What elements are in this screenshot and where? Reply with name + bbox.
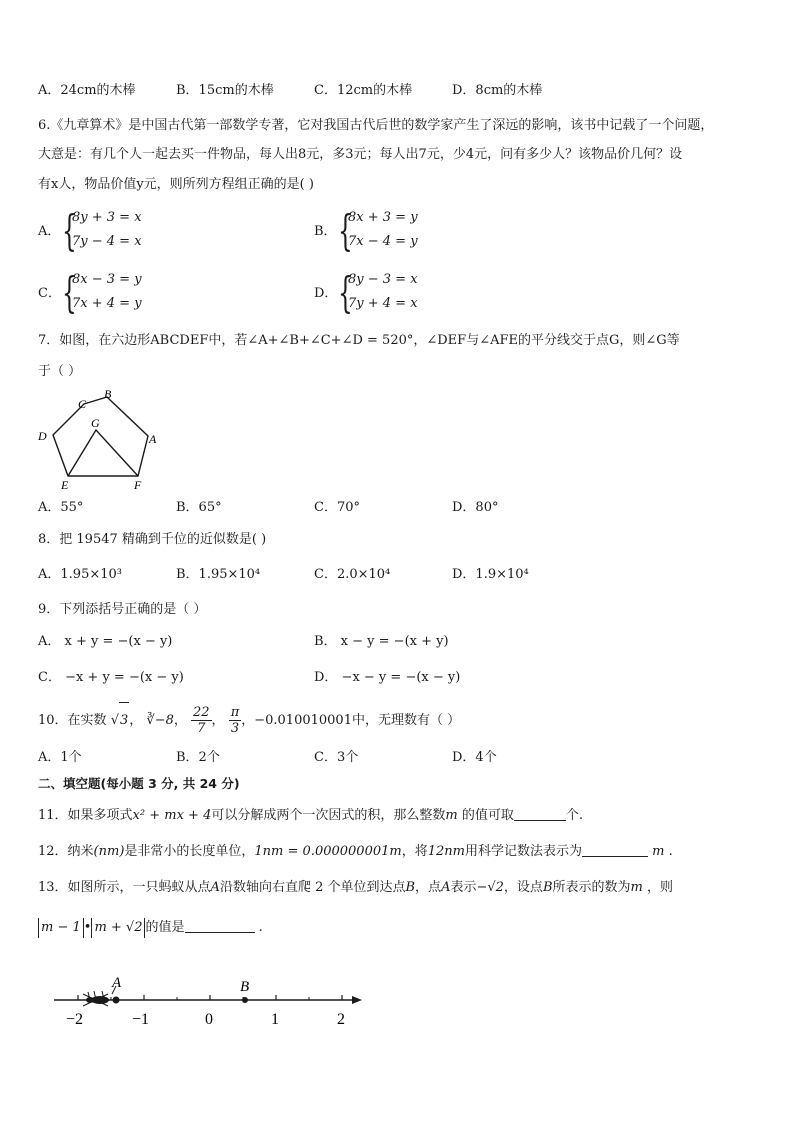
q6-stem-line2: 大意是：有几个人一起去买一件物品，每人出8元，多3元；每人出7元，少4元，问有多少人？该物品价几何？设 [38,147,683,162]
q7-option-b: B．65° [176,500,222,515]
q6-option-c-label: C． [38,286,61,301]
axis-label-2: 2 [337,1011,345,1028]
q10-option-b: B．2个 [176,750,220,765]
q6-d-eq1: 8y − 3 = x [348,272,418,287]
q13-neg-sqrt2: −√2 [476,880,504,895]
label-D: D [38,429,47,443]
q10-option-c: C．3个 [314,750,359,765]
q10-suffix: ，−0.010010001中，无理数有（ ） [241,713,461,728]
q7-hexagon-figure [34,386,169,494]
q13-stem-line1: 13．如图所示，一只蚂蚁从点A沿数轴向右直爬 2 个单位到达点B，点A表示−√2，设点B所表示的数为m ，则 [38,880,673,895]
q6-stem-line1: 6.《九章算术》是中国古代第一部数学专著，它对我国古代后世的数学家产生了深远的影响，该书中记载了一个问题， [38,118,714,133]
q6-b-eq1: 8x + 3 = y [348,210,418,225]
label-A: A [149,432,157,446]
q12-answer-blank [582,842,648,857]
q6-c-eq1: 8x − 3 = y [72,272,142,287]
label-F: F [134,478,142,492]
axis-label-0: 0 [205,1011,213,1028]
q5-option-c: C．12cm的木棒 [314,83,413,98]
label-point-A: A [112,975,122,991]
q9-option-b: B． x − y = −(x + y) [314,634,449,649]
label-G: G [91,416,100,430]
q8-option-c: C．2.0×10⁴ [314,567,391,582]
q12-equation: 1nm = 0.000000001m [254,844,402,859]
q10-prefix: 10．在实数 [38,713,107,728]
q11-polynomial: x² + mx + 4 [132,808,212,823]
q9-option-a: A． x + y = −(x − y) [38,634,173,649]
q10-option-a: A．1个 [38,750,82,765]
q5-option-a: A．24cm的木棒 [38,83,136,98]
q10-fraction-22-7: $\frac{22}{7}$ [193,705,210,736]
q6-a-eq2: 7y − 4 = x [72,234,142,249]
q12-stem: 12．纳米(nm)是非常小的长度单位，1nm = 0.000000001m，将12nm用科学记数法表示为 m . [38,844,673,859]
q13-abs-m-minus-1: m − 1 [38,918,84,938]
q9-stem: 9．下列添括号正确的是（ ） [38,602,207,617]
q7-option-c: C．70° [314,500,360,515]
q8-option-a: A．1.95×10³ [38,567,122,582]
q6-c-eq2: 7x + 4 = y [72,296,142,311]
q7-option-d: D．80° [452,500,499,515]
q8-option-d: D．1.9×10⁴ [452,567,529,582]
q8-stem: 8．把 19547 精确到千位的近似数是( ) [38,532,267,547]
q6-option-d-label: D． [314,286,338,301]
q13-abs-m-plus-sqrt2: m + √2 [91,918,145,938]
q8-option-b: B．1.95×10⁴ [176,567,261,582]
label-point-B: B [240,979,250,995]
q6-d-eq2: 7y + 4 = x [348,296,418,311]
q5-option-d: D．8cm的木棒 [452,83,543,98]
q6-option-b-label: B． [314,224,337,239]
q13-number-line-figure [50,974,370,1030]
q6-a-eq1: 8y + 3 = x [72,210,142,225]
q9-option-d: D． −x − y = −(x − y) [314,670,461,685]
q6-stem-line3: 有x人，物品价值y元，则所列方程组正确的是( ) [38,177,314,192]
point-A [113,997,120,1004]
bisector-lines [68,430,138,476]
q11-answer-blank [514,806,566,821]
section-heading-fill-in: 二、填空题(每小题 3 分, 共 24 分) [38,776,240,791]
q10-sqrt3: √3 [111,713,130,728]
label-C: C [78,397,87,411]
hexagon-outline [53,397,148,476]
q7-stem-line2: 于（ ） [38,364,82,379]
axis-arrow [352,996,362,1004]
axis-label-1: 1 [271,1011,279,1028]
q11-stem: 11．如果多项式x² + mx + 4可以分解成两个一次因式的积，那么整数m 的值可取 个. [38,808,583,823]
q5-option-b: B．15cm的木棒 [176,83,274,98]
point-B [242,997,248,1003]
q10-stem: 10．在实数 √3， ∛−8， $\frac{22}{7}$ ， $\frac{\pi}{3}$ ，−0.010010001中，无理数有（ ） [38,702,460,739]
axis-label-neg2: −2 [66,1011,84,1028]
q7-stem-line1: 7．如图，在六边形ABCDEF中，若∠A+∠B+∠C+∠D = 520°，∠DEF与∠AFE的平分线交于点G，则∠G等 [38,333,680,348]
q10-cbrt: ∛−8 [146,713,174,728]
q13-stem-line2: m − 1 • m + √2 的值是 . [38,918,263,938]
q6-option-a-label: A． [38,224,61,239]
q10-fraction-pi-3: $\frac{\pi}{3}$ [230,705,240,736]
label-E: E [61,478,69,492]
q7-option-a: A．55° [38,500,84,515]
q6-b-eq2: 7x − 4 = y [348,234,418,249]
q9-option-c: C． −x + y = −(x − y) [38,670,184,685]
label-B: B [104,387,112,401]
q13-answer-blank [185,918,255,933]
q10-option-d: D．4个 [452,750,497,765]
axis-label-neg1: −1 [132,1011,150,1028]
